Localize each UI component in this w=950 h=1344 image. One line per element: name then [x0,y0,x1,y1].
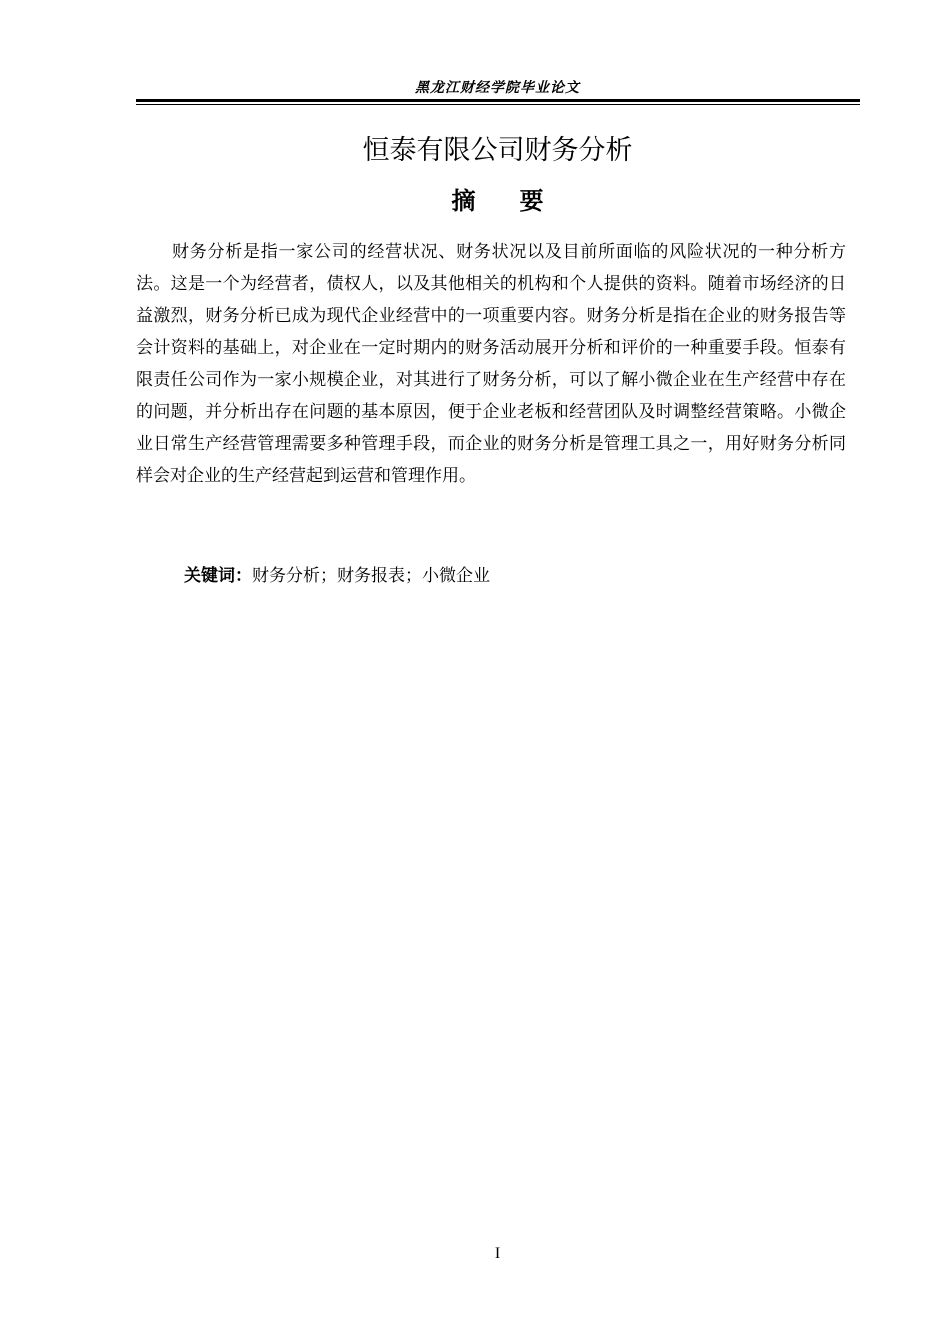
page-number: I [494,1245,501,1262]
document-title: 恒泰有限公司财务分析 [362,135,633,166]
keywords-label: 关键词： [184,566,252,586]
header-rule-thick [136,99,860,102]
keywords-line [184,561,844,591]
abstract-paragraph: 财务分析是指一家公司的经营状况、财务状况以及目前所面临的风险状况的一种分析方法。这是一个为经营者，债权人，以及其他相关的机构和个人提供的资料。随着市场经济的日益激烈，财务分析已成为现代企业经营中的一项重要内容。财务分析是指在企业的财务报告等会计资料的基础上，对企业在一定时期内的财务活动展开分析和评价的一种重要手段。恒泰有限责任公司作为一家小规模企业，对其进行了财务分析，可以了解小微企业在生产经营中存在的问题，并分析出存在问题的基本原因，便于企业老板和经营团队及时调整经营策略。小微企业日常生产经营管理需要多种管理手段，而企业的财务分析是管理工具之一，用好财务分析同样会对企业的生产经营起到运营和管理作用。 [136,242,846,486]
keywords-value: 财务分析；财务报表；小微企业 [252,566,490,586]
running-header: 黑龙江财经学院毕业论文 [415,80,580,96]
header-rule-thin [136,104,860,105]
abstract-heading: 摘要 [451,187,588,215]
